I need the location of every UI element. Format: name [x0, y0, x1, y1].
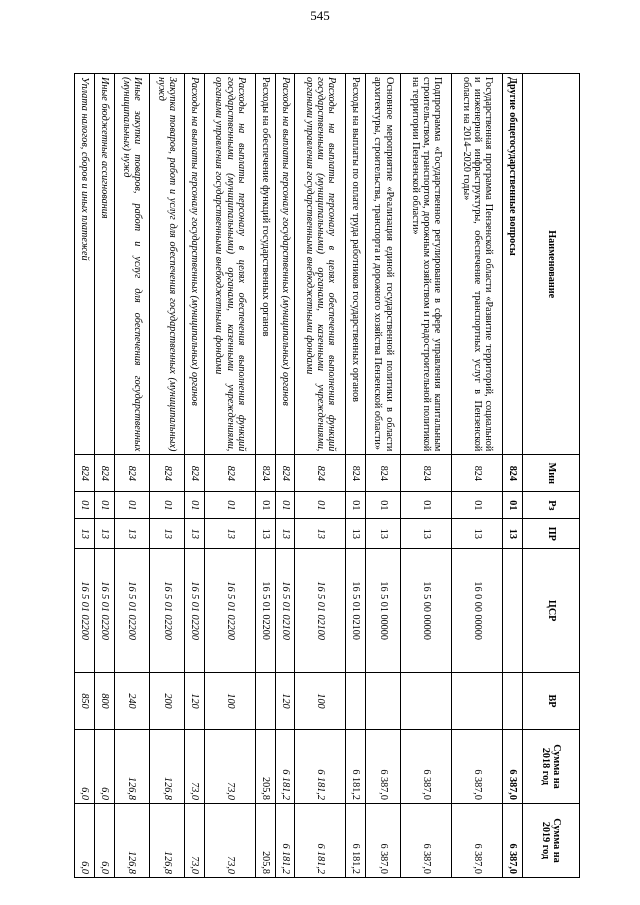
header-csr: ЦСР — [523, 549, 580, 673]
cell-rz: 01 — [149, 492, 184, 519]
cell-min: 824 — [204, 455, 255, 492]
cell-sum-2019: 73,0 — [204, 803, 255, 877]
table-row — [94, 74, 114, 878]
cell-min: 824 — [149, 455, 184, 492]
cell-pr: 13 — [346, 519, 366, 549]
cell-pr: 13 — [75, 519, 95, 549]
header-min: Мин — [523, 455, 580, 492]
cell-rz: 01 — [255, 492, 275, 519]
table-row — [503, 74, 523, 878]
table-row — [275, 74, 295, 878]
header-sum-2019: Сумма на 2019 год — [523, 803, 580, 877]
table-row — [204, 74, 255, 878]
cell-name: Расходы на выплаты персоналу государственных (муниципальных) органов — [275, 74, 295, 455]
cell-pr: 13 — [452, 519, 503, 549]
cell-csr: 16 5 01 02100 — [346, 549, 366, 673]
cell-min: 824 — [275, 455, 295, 492]
cell-pr: 13 — [275, 519, 295, 549]
table-row — [401, 74, 452, 878]
cell-rz: 01 — [275, 492, 295, 519]
cell-name: Расходы на выплаты персоналу государственных (муниципальных) органов — [185, 74, 205, 455]
cell-vr — [255, 673, 275, 730]
cell-sum-2018: 6,0 — [75, 729, 95, 803]
cell-min: 824 — [366, 455, 401, 492]
cell-vr: 800 — [94, 673, 114, 730]
cell-sum-2018: 6 181,2 — [295, 729, 346, 803]
cell-sum-2019: 6 387,0 — [366, 803, 401, 877]
cell-sum-2018: 6 387,0 — [366, 729, 401, 803]
cell-sum-2019: 6 181,2 — [275, 803, 295, 877]
cell-sum-2018: 73,0 — [204, 729, 255, 803]
cell-pr: 13 — [503, 519, 523, 549]
cell-vr: 850 — [75, 673, 95, 730]
cell-rz: 01 — [503, 492, 523, 519]
cell-sum-2019: 6 181,2 — [346, 803, 366, 877]
cell-csr: 16 5 01 00000 — [366, 549, 401, 673]
cell-vr — [452, 673, 503, 730]
header-pr: ПР — [523, 519, 580, 549]
cell-pr: 13 — [149, 519, 184, 549]
cell-csr: 16 5 00 00000 — [401, 549, 452, 673]
cell-sum-2018: 126,8 — [149, 729, 184, 803]
cell-name: Расходы на обеспечение функций государственных органов — [255, 74, 275, 455]
cell-rz: 01 — [185, 492, 205, 519]
page-number: 545 — [310, 8, 330, 23]
cell-csr: 16 5 01 02200 — [75, 549, 95, 673]
cell-vr — [346, 673, 366, 730]
cell-sum-2019: 6,0 — [75, 803, 95, 877]
header-sum-2018: Сумма на 2018 год — [523, 729, 580, 803]
cell-min: 824 — [452, 455, 503, 492]
cell-sum-2019: 126,8 — [149, 803, 184, 877]
cell-sum-2018: 205,8 — [255, 729, 275, 803]
cell-csr: 16 5 01 02200 — [255, 549, 275, 673]
cell-csr: 16 5 01 02100 — [295, 549, 346, 673]
table-body — [75, 74, 523, 878]
table-row — [75, 74, 95, 878]
cell-vr: 120 — [185, 673, 205, 730]
cell-min: 824 — [114, 455, 149, 492]
cell-name: Закупка товаров, работ и услуг для обеспечения государственных (муниципальных) нужд — [149, 74, 184, 455]
cell-rz: 01 — [346, 492, 366, 519]
rotated-table-container — [74, 73, 580, 878]
cell-csr: 16 5 01 02200 — [149, 549, 184, 673]
cell-csr: 16 5 01 02100 — [275, 549, 295, 673]
cell-sum-2019: 205,8 — [255, 803, 275, 877]
cell-min: 824 — [185, 455, 205, 492]
cell-name: Уплата налогов, сборов и иных платежей — [75, 74, 95, 455]
cell-sum-2019: 6 387,0 — [503, 803, 523, 877]
cell-csr: 16 5 01 02200 — [114, 549, 149, 673]
cell-rz: 01 — [295, 492, 346, 519]
cell-pr: 13 — [366, 519, 401, 549]
cell-name: Основное мероприятие «Реализация единой государственной политики в области архитектуры, строительства, транспорта и дорожного хозяйства Пензенской области» — [366, 74, 401, 455]
cell-sum-2018: 6 181,2 — [275, 729, 295, 803]
cell-min: 824 — [503, 455, 523, 492]
cell-rz: 01 — [75, 492, 95, 519]
cell-sum-2019: 73,0 — [185, 803, 205, 877]
cell-sum-2018: 6 387,0 — [503, 729, 523, 803]
cell-csr: 16 5 01 02200 — [204, 549, 255, 673]
cell-pr: 13 — [204, 519, 255, 549]
cell-rz: 01 — [401, 492, 452, 519]
cell-rz: 01 — [366, 492, 401, 519]
cell-rz: 01 — [204, 492, 255, 519]
cell-csr — [503, 549, 523, 673]
cell-vr — [401, 673, 452, 730]
cell-pr: 13 — [295, 519, 346, 549]
cell-vr: 100 — [204, 673, 255, 730]
cell-pr: 13 — [114, 519, 149, 549]
table-row — [185, 74, 205, 878]
cell-vr: 100 — [295, 673, 346, 730]
cell-rz: 01 — [114, 492, 149, 519]
cell-pr: 13 — [185, 519, 205, 549]
cell-sum-2018: 6 181,2 — [346, 729, 366, 803]
cell-sum-2019: 6 181,2 — [295, 803, 346, 877]
cell-vr: 240 — [114, 673, 149, 730]
table-row — [149, 74, 184, 878]
cell-min: 824 — [295, 455, 346, 492]
cell-name: Расходы на выплаты персоналу в целях обеспечения выполнения функций государственными (муниципальными) органами, казенными учреждениями, органами управления государственными внебюджетными фондами — [204, 74, 255, 455]
cell-name: Расходы на выплаты по оплате труда работников государственных органов — [346, 74, 366, 455]
header-vr: ВР — [523, 673, 580, 730]
header-name: Наименование — [523, 74, 580, 455]
table-row — [346, 74, 366, 878]
cell-sum-2019: 6 387,0 — [401, 803, 452, 877]
table-row — [114, 74, 149, 878]
cell-sum-2018: 6 387,0 — [401, 729, 452, 803]
cell-sum-2019: 6 387,0 — [452, 803, 503, 877]
cell-sum-2018: 6,0 — [94, 729, 114, 803]
cell-name: Государственная программа Пензенской области «Развитие территорий, социальной и инженерной инфраструктуры, обеспечение транспортных услуг в Пензенской области на 2014–2020 годы» — [452, 74, 503, 455]
cell-min: 824 — [401, 455, 452, 492]
cell-vr — [366, 673, 401, 730]
cell-min: 824 — [346, 455, 366, 492]
cell-csr: 16 5 01 02200 — [185, 549, 205, 673]
table-row — [452, 74, 503, 878]
cell-min: 824 — [255, 455, 275, 492]
cell-name: Иные закупки товаров, работ и услуг для обеспечения государственных (муниципальных) нужд — [114, 74, 149, 455]
cell-sum-2019: 6,0 — [94, 803, 114, 877]
cell-csr: 16 0 00 00000 — [452, 549, 503, 673]
cell-sum-2018: 73,0 — [185, 729, 205, 803]
cell-name: Другие общегосударственные вопросы — [503, 74, 523, 455]
cell-name: Иные бюджетные ассигнования — [94, 74, 114, 455]
cell-rz: 01 — [94, 492, 114, 519]
cell-name: Расходы на выплаты персоналу в целях обеспечения выполнения функций государственными (муниципальными) органами, казенными учреждениями, органами управления государственными внебюджетными фондами — [295, 74, 346, 455]
cell-sum-2019: 126,8 — [114, 803, 149, 877]
cell-pr: 13 — [401, 519, 452, 549]
cell-pr: 13 — [255, 519, 275, 549]
cell-vr: 120 — [275, 673, 295, 730]
cell-name: Подпрограмма «Государственное регулирование в сфере управления капитальным строительством, транспортом, дорожным хозяйством и градостроительной политикой на территории Пензенской области» — [401, 74, 452, 455]
table-row — [255, 74, 275, 878]
table-header-row — [523, 74, 580, 878]
cell-min: 824 — [75, 455, 95, 492]
cell-sum-2018: 6 387,0 — [452, 729, 503, 803]
table-row — [366, 74, 401, 878]
cell-csr: 16 5 01 02200 — [94, 549, 114, 673]
cell-vr: 200 — [149, 673, 184, 730]
budget-table — [74, 73, 580, 878]
table-row — [295, 74, 346, 878]
cell-min: 824 — [94, 455, 114, 492]
cell-sum-2018: 126,8 — [114, 729, 149, 803]
cell-rz: 01 — [452, 492, 503, 519]
header-rz: Рз — [523, 492, 580, 519]
cell-vr — [503, 673, 523, 730]
cell-pr: 13 — [94, 519, 114, 549]
